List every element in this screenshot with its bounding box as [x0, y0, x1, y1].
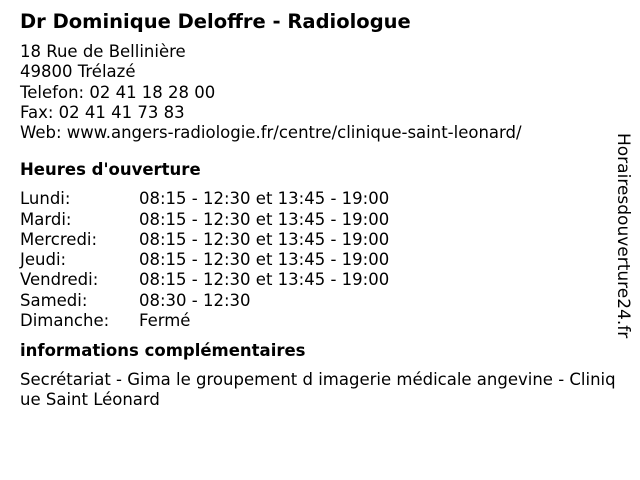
- hours-day: Samedi:: [20, 290, 88, 310]
- hours-row-mercredi: [20, 230, 610, 250]
- hours-row-dimanche: [20, 311, 610, 331]
- hours-day: Dimanche:: [20, 310, 110, 330]
- hours-row-jeudi: [20, 250, 610, 270]
- page-title: Dr Dominique Deloffre - Radiologue: [20, 10, 411, 33]
- address-city: 49800 Trélazé: [20, 62, 136, 82]
- hours-row-samedi: [20, 291, 610, 311]
- hours-day: Vendredi:: [20, 270, 99, 290]
- hours-row-vendredi: [20, 270, 610, 290]
- hours-time: 08:15 - 12:30 et 13:45 - 19:00: [139, 270, 390, 290]
- info-text: Secrétariat - Gima le groupement d imagerie médicale angevine - Clinique Saint Léonard: [20, 369, 616, 410]
- phone-number: Telefon: 02 41 18 28 00: [20, 82, 216, 102]
- hours-time: 08:15 - 12:30 et 13:45 - 19:00: [139, 229, 390, 249]
- address-street: 18 Rue de Bellinière: [20, 42, 186, 61]
- fax-number: Fax: 02 41 41 73 83: [20, 102, 185, 122]
- hours-table: [20, 189, 610, 330]
- website-link: Web: www.angers-radiologie.fr/centre/clinique-saint-leonard/: [20, 123, 522, 143]
- hours-day: Mercredi:: [20, 229, 98, 249]
- hours-day: Jeudi:: [20, 250, 67, 270]
- info-heading: informations complémentaires: [20, 340, 306, 360]
- hours-time: Fermé: [139, 310, 191, 330]
- address-block: [20, 42, 610, 143]
- listing-card: [20, 8, 616, 411]
- hours-time: 08:15 - 12:30 et 13:45 - 19:00: [139, 189, 390, 209]
- hours-row-lundi: [20, 189, 610, 209]
- hours-day: Lundi:: [20, 189, 71, 209]
- hours-time: 08:15 - 12:30 et 13:45 - 19:00: [139, 250, 390, 270]
- hours-day: Mardi:: [20, 209, 72, 229]
- hours-time: 08:30 - 12:30: [139, 290, 251, 310]
- hours-time: 08:15 - 12:30 et 13:45 - 19:00: [139, 209, 390, 229]
- hours-row-mardi: [20, 210, 610, 230]
- hours-heading: Heures d'ouverture: [20, 160, 201, 180]
- site-brand-watermark: Horairesdouverture24.fr: [613, 133, 633, 339]
